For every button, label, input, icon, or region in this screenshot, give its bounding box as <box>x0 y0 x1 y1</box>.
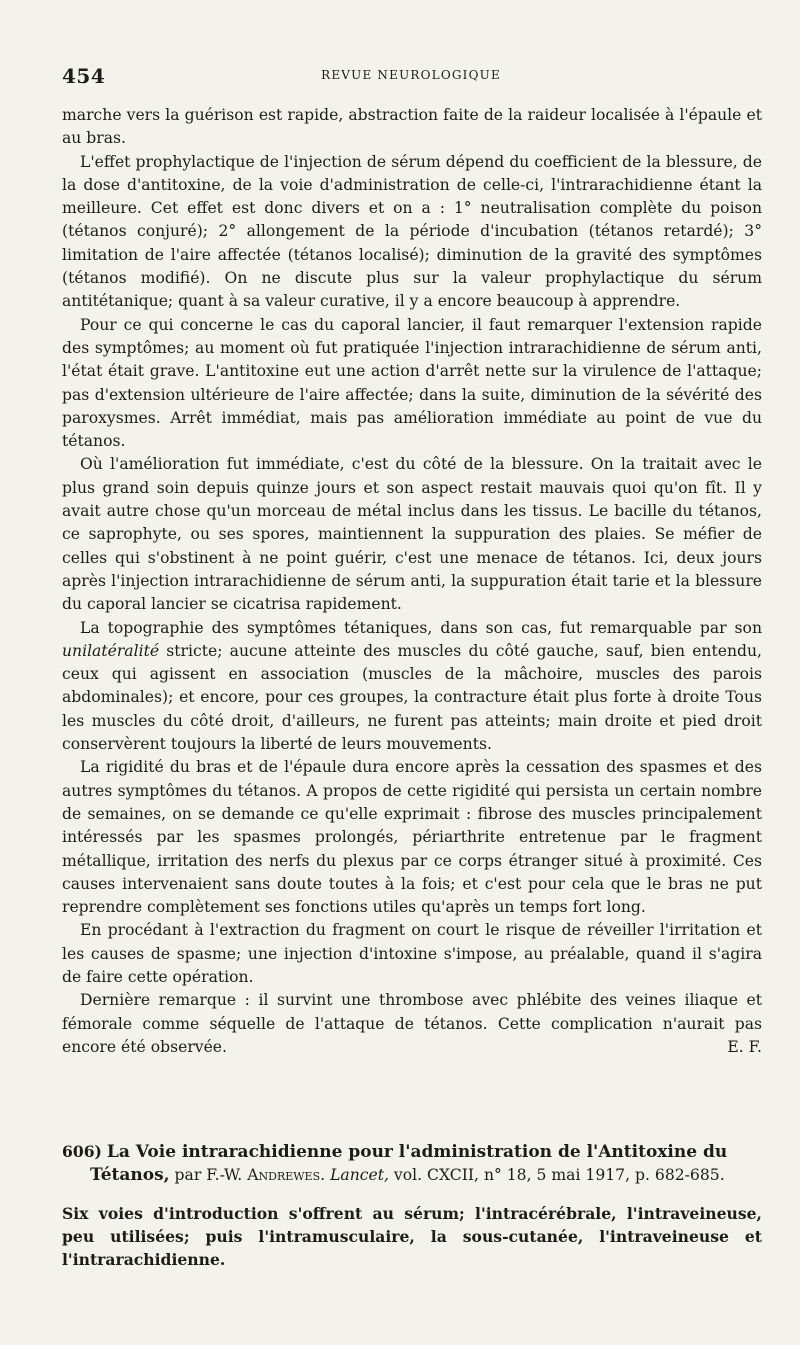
paragraph-5-end: stricte; aucune atteinte des muscles du côté gauche, sauf, bien entendu, ceux qui agissent en association (muscles de la mâchoire, muscles des parois abdominales); et encore, pour ces groupes, la contracture était plus forte à droite Tous les muscles du côté droit, d'ailleurs, ne furent pas atteints; main droite et pied droit conservèrent toujours la liberté de leurs mouvements. <box>62 641 762 754</box>
paragraph-7: En procédant à l'extraction du fragment on court le risque de réveiller l'irritation et les causes de spasme; une injection d'intoxine s'impose, au préalable, quand il s'agira de faire cette opération. <box>62 921 762 986</box>
paragraph-8-text: Dernière remarque : il survint une thrombose avec phlébite des veines iliaque et fémorale comme séquelle de l'attaque de tétanos. Cette complication n'aurait pas encore été observée. <box>62 991 762 1056</box>
body-text <box>62 104 762 1059</box>
page-number: 454 <box>62 64 106 88</box>
page-header <box>62 64 760 88</box>
running-title: REVUE NEUROLOGIQUE <box>321 68 501 82</box>
article-author: Andrewes. <box>247 1166 326 1185</box>
paragraph-1: marche vers la guérison est rapide, abstraction faite de la raideur localisée à l'épaule et au bras. <box>62 106 762 148</box>
paragraph-8 <box>62 989 762 1059</box>
article-number: 606) <box>62 1142 102 1161</box>
article-title: La Voie intrarachidienne pour l'administration de l'Antitoxine du Tétanos, <box>90 1142 728 1186</box>
paragraph-2: L'effet prophylactique de l'injection de sérum dépend du coefficient de la blessure, de la dose d'antitoxine, de la voie d'administration de celle-ci, l'intrarachidienne étant la meilleure. Cet effet est donc divers et on a : 1° neutralisation complète du poison (tétanos conjuré); 2° allongement de la période d'incubation (tétanos retardé); 3° limitation de l'aire affectée (tétanos localisé); diminution de la gravité des symptômes (tétanos modifié). On ne discute plus sur la valeur prophylactique du sérum antitétanique; quant à sa valeur curative, il y a encore beaucoup à apprendre. <box>62 152 762 311</box>
article-journal: Lancet, <box>330 1166 389 1185</box>
signature: E. F. <box>727 1037 762 1056</box>
paragraph-5 <box>62 617 762 757</box>
article-citation: vol. CXCII, n° 18, 5 mai 1917, p. 682-685. <box>393 1166 725 1185</box>
paragraph-6: La rigidité du bras et de l'épaule dura encore après la cessation des spasmes et des autres symptômes du tétanos. A propos de cette rigidité qui persista un certain nombre de semaines, on se demande ce qu'elle exprimait : fibrose des muscles principalement intéressés par les spasmes prolongés, périarthrite entretenue par le fragment métallique, irritation des nerfs du plexus par ce corps étranger situé à proximité. Ces causes intervenaient sans doute toutes à la fois; et c'est pour cela que le bras ne put reprendre complètement ses fonctions utiles qu'après un temps fort long. <box>62 758 762 917</box>
paragraph-4: Où l'amélioration fut immédiate, c'est du côté de la blessure. On la traitait avec le plus grand soin depuis quinze jours et son aspect restait mauvais quoi qu'on fît. Il y avait autre chose qu'un morceau de métal inclus dans les tissus. Le bacille du tétanos, ce saprophyte, ou ses spores, maintiennent la suppuration des plaies. Se méfier de celles qui s'obstinent à ne point guérir, c'est une menace de tétanos. Ici, deux jours après l'injection intrarachidienne de sérum anti, la suppuration était tarie et la blessure du caporal lancier se cicatrisa rapidement. <box>62 455 762 614</box>
emphasis-unilateralite: unilatéralité <box>62 641 160 660</box>
abstract-entry <box>62 1140 762 1271</box>
paragraph-3: Pour ce qui concerne le cas du caporal lancier, il faut remarquer l'extension rapide des symptômes; au moment où fut pratiquée l'injection intrarachidienne de sérum anti, l'état était grave. L'antitoxine eut une action d'arrêt nette sur la virulence de l'attaque; pas d'extension ultérieure de l'aire affectée; dans la suite, diminution de la sévérité des paroxysmes. Arrêt immédiat, mais pas amélioration immédiate au point de vue du tétanos. <box>62 315 762 451</box>
article-heading <box>62 1140 762 1188</box>
article-by: par F.-W. <box>174 1166 243 1185</box>
article-abstract: Six voies d'introduction s'offrent au sérum; l'intracérébrale, l'intraveineuse, peu utilisées; puis l'intramusculaire, la sous-cutanée, l'intraveineuse et l'intrarachidienne. <box>62 1203 762 1270</box>
paragraph-5-start: La topographie des symptômes tétaniques, dans son cas, fut remarquable par son <box>80 618 762 637</box>
